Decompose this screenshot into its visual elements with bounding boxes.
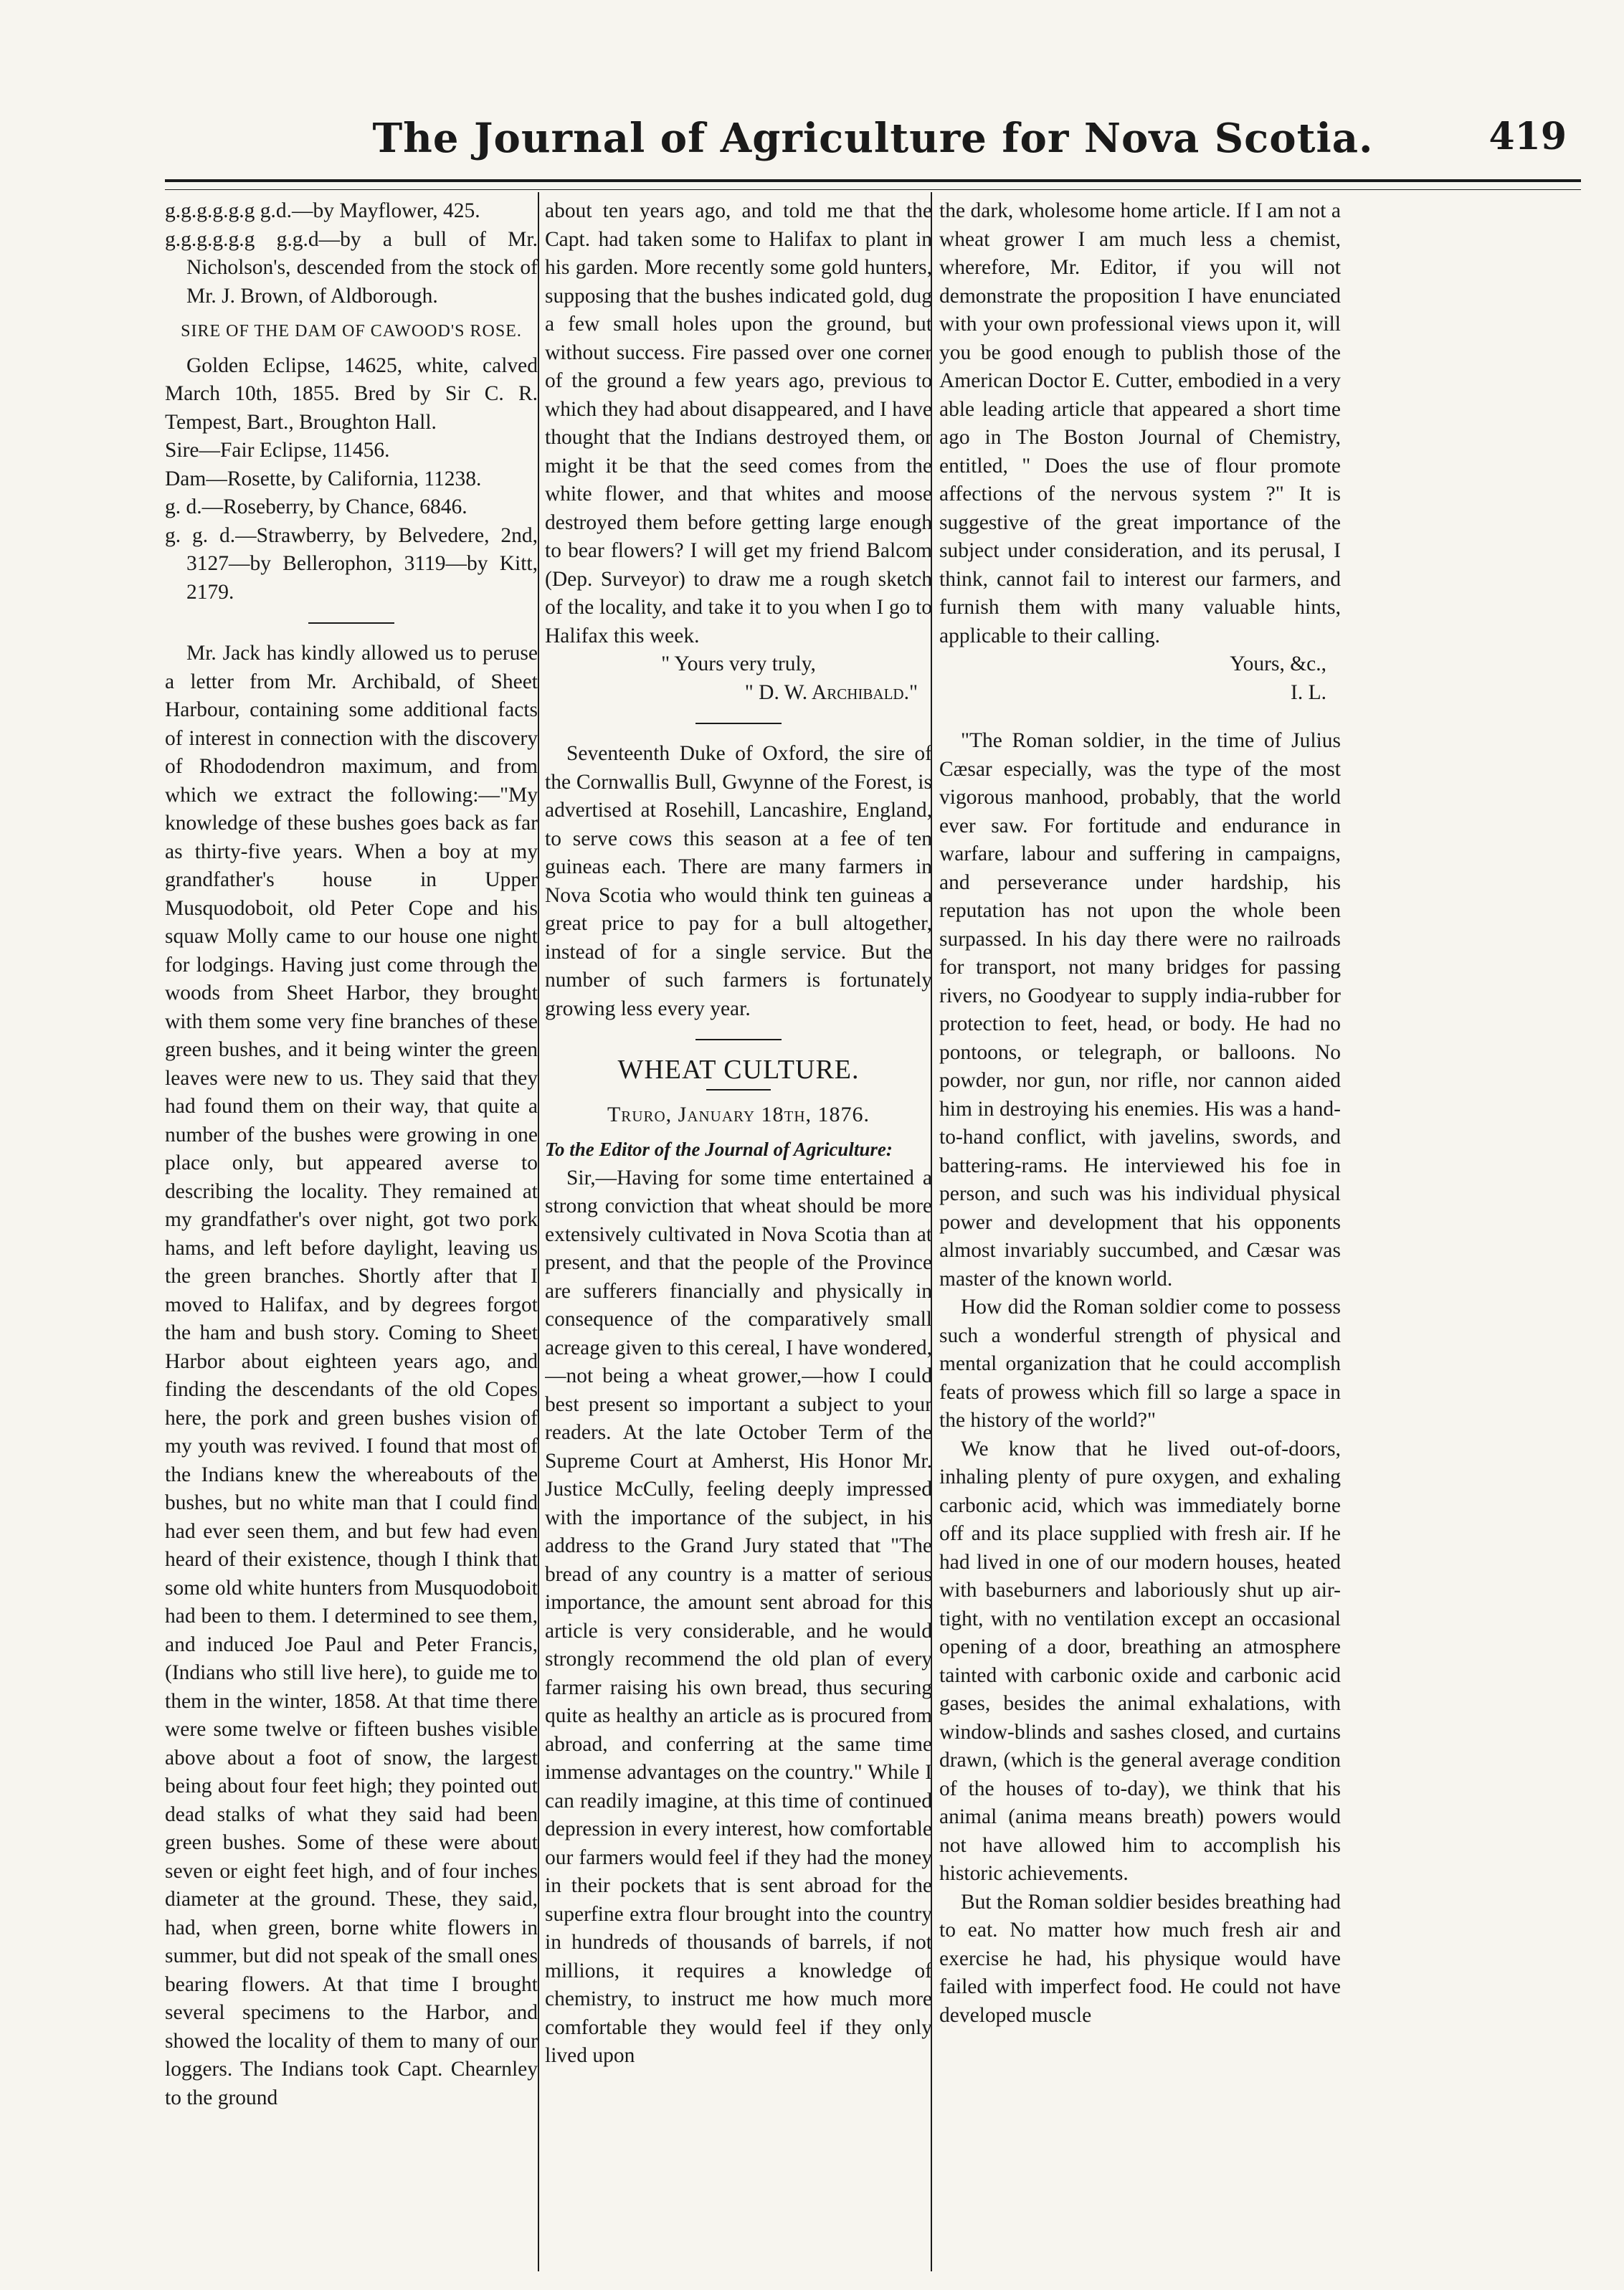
column-3	[939, 197, 1341, 2273]
letter-dateline: Truro, January 18th, 1876.	[607, 1102, 870, 1126]
page-number: 419	[1488, 115, 1567, 158]
roman-paragraph: "The Roman soldier, in the time of Julius Cæsar especially, was the type of the most vigorous manhood, probably, that the world ever saw. For fortitude and endurance in warfare, labour and suffering in campaigns, and perseverance under hardship, his reputation has not upon the whole been surpassed. In his day there were no railroads for transport, not many bridges for passing rivers, no Goodyear to supply india-rubber for protection to feet, head, or body. He had no pontoons, or telegraph, or balloons. No powder, nor gun, nor rifle, nor cannon aided him in destroying his enemies. His was a hand-to-hand conflict, with javelins, swords, and battering-rams. He interviewed his foe in person, and such was his individual physical power and development that his opponents almost invariably succumbed, and Cæsar was master of the known world.	[939, 729, 1341, 1291]
wheat-letter-continuation: the dark, wholesome home article. If I am not a wheat grower I am much less a chemist, wherefore, Mr. Editor, if you will not demonstrate the proposition I have enunciated with your own professional views upon it, will you be good enough to publish those of the American Doctor E. Cutter, embodied in a very able leading article that appeared a short time ago in The Boston Journal of Chemistry, entitled, " Does the use of flour promote affections of the nervous system ?" It is suggestive of the great importance of the subject under consideration, and its perusal, I think, cannot fail to interest our farmers, and furnish them with many valuable hints, applicable to their calling.	[939, 199, 1341, 647]
column-2	[545, 197, 932, 2273]
column-divider-1	[538, 192, 539, 2271]
title-underline	[706, 1089, 771, 1091]
pedigree-line: Sire—Fair Eclipse, 11456.	[165, 439, 390, 462]
pedigree-line: Dam—Rosette, by California, 11238.	[165, 467, 482, 490]
page-header	[165, 108, 1581, 186]
roman-paragraph: We know that he lived out-of-doors, inhaling plenty of pure oxygen, and exhaling carbonic acid, which was immediately borne off and its place supplied with fresh air. If he had lived in one of our modern houses, heated with baseburners and laboriously shut up air-tight, with no ventilation except an occasional opening of a door, breathing an atmosphere tainted with carbonic oxide and carbonic acid gases, besides the animal exhalations, with window-blinds and sashes closed, and curtains drawn, (which is the general average condition of the houses of to-day), we think that his animal (anima means breath) powers would not have allowed him to accomplish his historic achievements.	[939, 1437, 1341, 1885]
letter-continuation: about ten years ago, and told me that the Capt. had taken some to Halifax to plant in his garden. More recently some gold hunters, supposing that the bushes indicated gold, dug a few small holes upon the ground, but without success. Fire passed over one corner of the ground a few years ago, previous to which they had about disappeared, and I have thought that the Indians destroyed them, or might it be that the seed comes from the white flower, and that whites and moose destroyed them before getting large enough to bear flowers? I will get my friend Balcom (Dep. Surveyor) to draw me a rough sketch of the locality, and take it to you when I go to Halifax this week.	[545, 199, 932, 647]
journal-title: The Journal of Agriculture for Nova Scotia.	[372, 115, 1374, 162]
roman-paragraph: But the Roman soldier besides breathing had to eat. No matter how much fresh air and exercise he had, his physique would have failed with imperfect food. He could not have developed muscle	[939, 1890, 1341, 2027]
archibald-letter-paragraph: Mr. Jack has kindly allowed us to peruse a letter from Mr. Archibald, of Sheet Harbour, containing some additional facts of interest in connection with the discovery of Rhododendron maximum, and from which we extract the following:—"My knowledge of these bushes goes back as far as thirty-five years. When a boy at my grandfather's house in Upper Musquodoboit, old Peter Cope and his squaw Molly came to our house one night for lodgings. Having just come through the woods from Sheet Harbor, they brought with them some very fine branches of these green bushes, and it being winter the green leaves were new to us. They said that they had found them on their way, that quite a number of the bushes were growing in one place only, but appeared averse to describing the locality. They remained at my grandfather's over night, got two pork hams, and left before daylight, leaving us the green branches. Shortly after that I moved to Halifax, and by degrees forgot the ham and bush story. Coming to Sheet Harbor about eighteen years ago, and finding the descendants of the old Copes here, the pork and green bushes vision of my youth was revived. I found that most of the Indians knew the whereabouts of the bushes, but no white man that I could find had ever seen them, and but few had even heard of their existence, though I think that some old white hunters from Musquodoboit had been to them. I determined to see them, and induced Joe Paul and Peter Francis, (Indians who still live here), to guide me to them in the winter, 1858. At that time there were some twelve or fifteen bushes visible above about a foot of snow, the largest being about four feet high; they pointed out dead stalks of what they said had been green bushes. Some of these were about seven or eight feet high, and of four inches diameter at the ground. These, they said, had, when green, borne white flowers in summer, but did not speak of the small ones bearing flowers. At that time I brought several specimens to the Harbor, and showed the locality of them to many of our loggers. The Indians took Capt. Chearnley to the ground	[165, 642, 538, 2109]
pedigree-subhead: SIRE OF THE DAM OF CAWOOD'S ROSE.	[181, 322, 522, 341]
golden-eclipse-entry: Golden Eclipse, 14625, white, calved March 10th, 1855. Bred by Sir C. R. Tempest, Bart., Broughton Hall.	[165, 353, 538, 434]
pedigree-line: g. g. d.—Strawberry, by Belvedere, 2nd, 3127—by Bellerophon, 3119—by Kitt, 2179.	[165, 523, 538, 604]
section-rule	[695, 723, 782, 724]
letter-signature: " D. W. Archibald."	[744, 680, 918, 704]
letter-closing: " Yours very truly,	[661, 652, 816, 675]
letter-closing: Yours, &c.,	[1230, 652, 1326, 675]
section-rule	[308, 622, 394, 624]
oxford-paragraph: Seventeenth Duke of Oxford, the sire of the Cornwallis Bull, Gwynne of the Forest, is advertised at Rosehill, Lancashire, England, to serve cows this season at a fee of ten guineas each. There are many farmers in Nova Scotia who would think ten guineas a great price to pay for a bull altogether, instead of for a single service. But the number of such farmers is fortunately growing less every year.	[545, 742, 932, 1020]
header-rule	[165, 179, 1581, 190]
pedigree-line: g. d.—Roseberry, by Chance, 6846.	[165, 495, 467, 518]
letter-initials: I. L.	[1291, 680, 1326, 704]
pedigree-line: g.g.g.g.g.g g.g.d—by a bull of Mr. Nicholson's, descended from the stock of Mr. J. Brown, of Aldborough.	[165, 227, 538, 308]
roman-paragraph: How did the Roman soldier come to possess such a wonderful strength of physical and mental organization that he could accomplish feats of prowess which fill so large a space in the history of the world?"	[939, 1296, 1341, 1432]
pedigree-line: g.g.g.g.g.g g.d.—by Mayflower, 425.	[165, 199, 480, 222]
wheat-letter-paragraph: Sir,—Having for some time entertained a strong conviction that wheat should be more extensively cultivated in Nova Scotia than at present, and that the people of the Province are sufferers financially and physically in consequence of the comparatively small acreage given to this cereal, I have wondered,—not being a wheat grower,—how I could best present so important a subject to your readers. At the late October Term of the Supreme Court at Amherst, His Honor Mr. Justice McCully, feeling deeply impressed with the importance of the subject, in his address to the Grand Jury stated that "The bread of any country is a matter of serious importance, the amount sent abroad for this article is very considerable, and he would strongly recommend the old plan of every farmer raising his own bread, thus securing quite as healthy an article as is procured from abroad, and conferring at the same time immense advantages on the country." While I can readily imagine, at this time of continued depression in every interest, how comfortable our farmers would feel if they had the money in their pockets that is sent abroad for the superfine extra flour brought into the country in hundreds of thousands of barrels, if not millions, it requires a knowledge of chemistry, to instruct me how much more comfortable they would feel if they only lived upon	[545, 1166, 932, 2067]
section-title: WHEAT CULTURE.	[617, 1055, 860, 1085]
letter-salutation-line: To the Editor of the Journal of Agriculture:	[545, 1139, 893, 1160]
column-1	[165, 197, 538, 2273]
section-rule	[695, 1039, 782, 1040]
